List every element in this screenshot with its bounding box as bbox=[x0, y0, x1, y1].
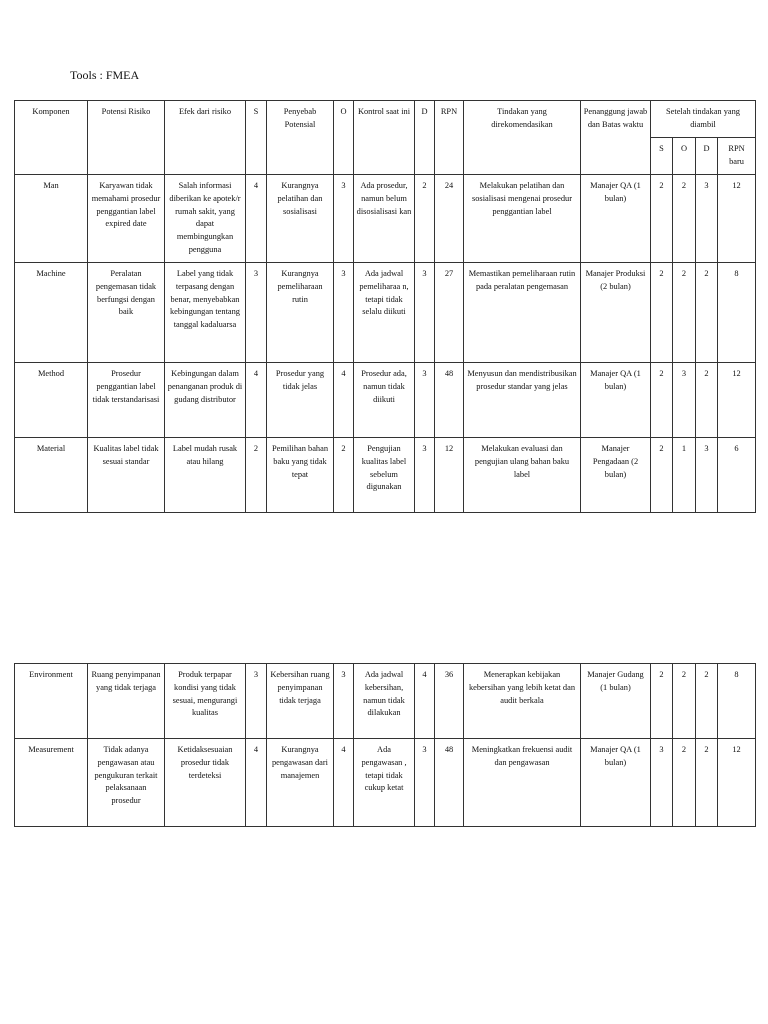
cell-o: 2 bbox=[334, 438, 354, 513]
cell-d: 2 bbox=[415, 175, 435, 263]
header-potensi-risiko: Potensi Risiko bbox=[88, 101, 165, 175]
header-row bbox=[15, 101, 756, 138]
cell-komponen: Man bbox=[15, 175, 88, 263]
fmea-table-page-1 bbox=[14, 100, 756, 513]
cell-rpn-new: 8 bbox=[718, 263, 756, 363]
cell-d: 3 bbox=[415, 263, 435, 363]
cell-s: 4 bbox=[246, 739, 267, 827]
cell-o: 3 bbox=[334, 175, 354, 263]
header-d-new: D bbox=[696, 138, 718, 175]
cell-rpn-new: 6 bbox=[718, 438, 756, 513]
cell-s-new: 2 bbox=[651, 438, 673, 513]
cell-efek: Label yang tidak terpasang dengan benar, menyebabkan kebingungan tentang tanggal kadaluarsa bbox=[165, 263, 246, 363]
cell-penanggung: Manajer QA (1 bulan) bbox=[581, 363, 651, 438]
cell-o-new: 2 bbox=[673, 739, 696, 827]
cell-penyebab: Prosedur yang tidak jelas bbox=[267, 363, 334, 438]
cell-s-new: 2 bbox=[651, 263, 673, 363]
cell-s-new: 2 bbox=[651, 363, 673, 438]
header-tindakan: Tindakan yang direkomendasikan bbox=[464, 101, 581, 175]
cell-penanggung: Manajer Produksi (2 bulan) bbox=[581, 263, 651, 363]
header-efek-risiko: Efek dari risiko bbox=[165, 101, 246, 175]
cell-d-new: 2 bbox=[696, 363, 718, 438]
cell-rpn: 12 bbox=[435, 438, 464, 513]
cell-d: 3 bbox=[415, 739, 435, 827]
cell-efek: Kebingungan dalam penanganan produk di gudang distributor bbox=[165, 363, 246, 438]
cell-potensi: Prosedur penggantian label tidak terstandarisasi bbox=[88, 363, 165, 438]
cell-kontrol: Pengujian kualitas label sebelum digunakan bbox=[354, 438, 415, 513]
cell-rpn-new: 12 bbox=[718, 175, 756, 263]
cell-o-new: 2 bbox=[673, 175, 696, 263]
table-row bbox=[15, 664, 756, 739]
cell-rpn-new: 12 bbox=[718, 363, 756, 438]
cell-d-new: 3 bbox=[696, 175, 718, 263]
cell-d-new: 2 bbox=[696, 664, 718, 739]
cell-tindakan: Memastikan pemeliharaan rutin pada peralatan pengemasan bbox=[464, 263, 581, 363]
header-kontrol: Kontrol saat ini bbox=[354, 101, 415, 175]
cell-komponen: Method bbox=[15, 363, 88, 438]
header-rpn-new: RPN baru bbox=[718, 138, 756, 175]
cell-penyebab: Kurangnya pengawasan dari manajemen bbox=[267, 739, 334, 827]
header-s-new: S bbox=[651, 138, 673, 175]
cell-s: 3 bbox=[246, 664, 267, 739]
cell-rpn-new: 12 bbox=[718, 739, 756, 827]
cell-penyebab: Kebersihan ruang penyimpanan tidak terjaga bbox=[267, 664, 334, 739]
cell-rpn-new: 8 bbox=[718, 664, 756, 739]
cell-komponen: Material bbox=[15, 438, 88, 513]
fmea-table-page-2 bbox=[14, 663, 756, 827]
cell-s-new: 2 bbox=[651, 664, 673, 739]
header-s: S bbox=[246, 101, 267, 175]
cell-s: 4 bbox=[246, 363, 267, 438]
cell-d: 3 bbox=[415, 438, 435, 513]
cell-rpn: 36 bbox=[435, 664, 464, 739]
cell-o: 3 bbox=[334, 664, 354, 739]
cell-potensi: Karyawan tidak memahami prosedur penggantian label expired date bbox=[88, 175, 165, 263]
cell-efek: Ketidaksesuaian prosedur tidak terdeteksi bbox=[165, 739, 246, 827]
cell-rpn: 24 bbox=[435, 175, 464, 263]
header-rpn: RPN bbox=[435, 101, 464, 175]
cell-o-new: 1 bbox=[673, 438, 696, 513]
cell-penanggung: Manajer Pengadaan (2 bulan) bbox=[581, 438, 651, 513]
cell-tindakan: Melakukan evaluasi dan pengujian ulang bahan baku label bbox=[464, 438, 581, 513]
cell-d-new: 2 bbox=[696, 263, 718, 363]
header-setelah-tindakan: Setelah tindakan yang diambil bbox=[651, 101, 756, 138]
cell-rpn: 27 bbox=[435, 263, 464, 363]
cell-tindakan: Menyusun dan mendistribusikan prosedur standar yang jelas bbox=[464, 363, 581, 438]
cell-efek: Produk terpapar kondisi yang tidak sesuai, mengurangi kualitas bbox=[165, 664, 246, 739]
cell-kontrol: Ada pengawasan , tetapi tidak cukup ketat bbox=[354, 739, 415, 827]
cell-kontrol: Ada jadwal pemeliharaa n, tetapi tidak selalu diikuti bbox=[354, 263, 415, 363]
cell-efek: Label mudah rusak atau hilang bbox=[165, 438, 246, 513]
cell-o-new: 2 bbox=[673, 263, 696, 363]
cell-tindakan: Meningkatkan frekuensi audit dan pengawasan bbox=[464, 739, 581, 827]
cell-kontrol: Ada prosedur, namun belum disosialisasi kan bbox=[354, 175, 415, 263]
header-penyebab: Penyebab Potensial bbox=[267, 101, 334, 175]
cell-s: 2 bbox=[246, 438, 267, 513]
cell-rpn: 48 bbox=[435, 363, 464, 438]
cell-komponen: Measurement bbox=[15, 739, 88, 827]
cell-o: 3 bbox=[334, 263, 354, 363]
header-o: O bbox=[334, 101, 354, 175]
table-row bbox=[15, 438, 756, 513]
cell-tindakan: Menerapkan kebijakan kebersihan yang lebih ketat dan audit berkala bbox=[464, 664, 581, 739]
header-komponen: Komponen bbox=[15, 101, 88, 175]
cell-s: 4 bbox=[246, 175, 267, 263]
header-o-new: O bbox=[673, 138, 696, 175]
cell-d: 3 bbox=[415, 363, 435, 438]
cell-s-new: 2 bbox=[651, 175, 673, 263]
cell-penyebab: Pemilihan bahan baku yang tidak tepat bbox=[267, 438, 334, 513]
cell-o: 4 bbox=[334, 363, 354, 438]
cell-penyebab: Kurangnya pelatihan dan sosialisasi bbox=[267, 175, 334, 263]
cell-potensi: Tidak adanya pengawasan atau pengukuran terkait pelaksanaan prosedur bbox=[88, 739, 165, 827]
table-row bbox=[15, 175, 756, 263]
cell-s-new: 3 bbox=[651, 739, 673, 827]
cell-kontrol: Ada jadwal kebersihan, namun tidak dilakukan bbox=[354, 664, 415, 739]
header-penanggung: Penanggung jawab dan Batas waktu bbox=[581, 101, 651, 175]
document-title: Tools : FMEA bbox=[70, 68, 140, 82]
cell-penanggung: Manajer QA (1 bulan) bbox=[581, 175, 651, 263]
cell-o: 4 bbox=[334, 739, 354, 827]
header-d: D bbox=[415, 101, 435, 175]
cell-tindakan: Melakukan pelatihan dan sosialisasi mengenai prosedur penggantian label bbox=[464, 175, 581, 263]
cell-penanggung: Manajer QA (1 bulan) bbox=[581, 739, 651, 827]
table-row bbox=[15, 363, 756, 438]
cell-o-new: 3 bbox=[673, 363, 696, 438]
table-row bbox=[15, 263, 756, 363]
cell-s: 3 bbox=[246, 263, 267, 363]
cell-komponen: Machine bbox=[15, 263, 88, 363]
cell-d: 4 bbox=[415, 664, 435, 739]
cell-penanggung: Manajer Gudang (1 bulan) bbox=[581, 664, 651, 739]
cell-rpn: 48 bbox=[435, 739, 464, 827]
cell-penyebab: Kurangnya pemeliharaan rutin bbox=[267, 263, 334, 363]
cell-d-new: 2 bbox=[696, 739, 718, 827]
cell-o-new: 2 bbox=[673, 664, 696, 739]
table-row bbox=[15, 739, 756, 827]
cell-potensi: Kualitas label tidak sesuai standar bbox=[88, 438, 165, 513]
cell-d-new: 3 bbox=[696, 438, 718, 513]
cell-potensi: Peralatan pengemasan tidak berfungsi dengan baik bbox=[88, 263, 165, 363]
cell-komponen: Environment bbox=[15, 664, 88, 739]
cell-kontrol: Prosedur ada, namun tidak diikuti bbox=[354, 363, 415, 438]
cell-potensi: Ruang penyimpanan yang tidak terjaga bbox=[88, 664, 165, 739]
cell-efek: Salah informasi diberikan ke apotek/r rumah sakit, yang dapat membingungkan pengguna bbox=[165, 175, 246, 263]
